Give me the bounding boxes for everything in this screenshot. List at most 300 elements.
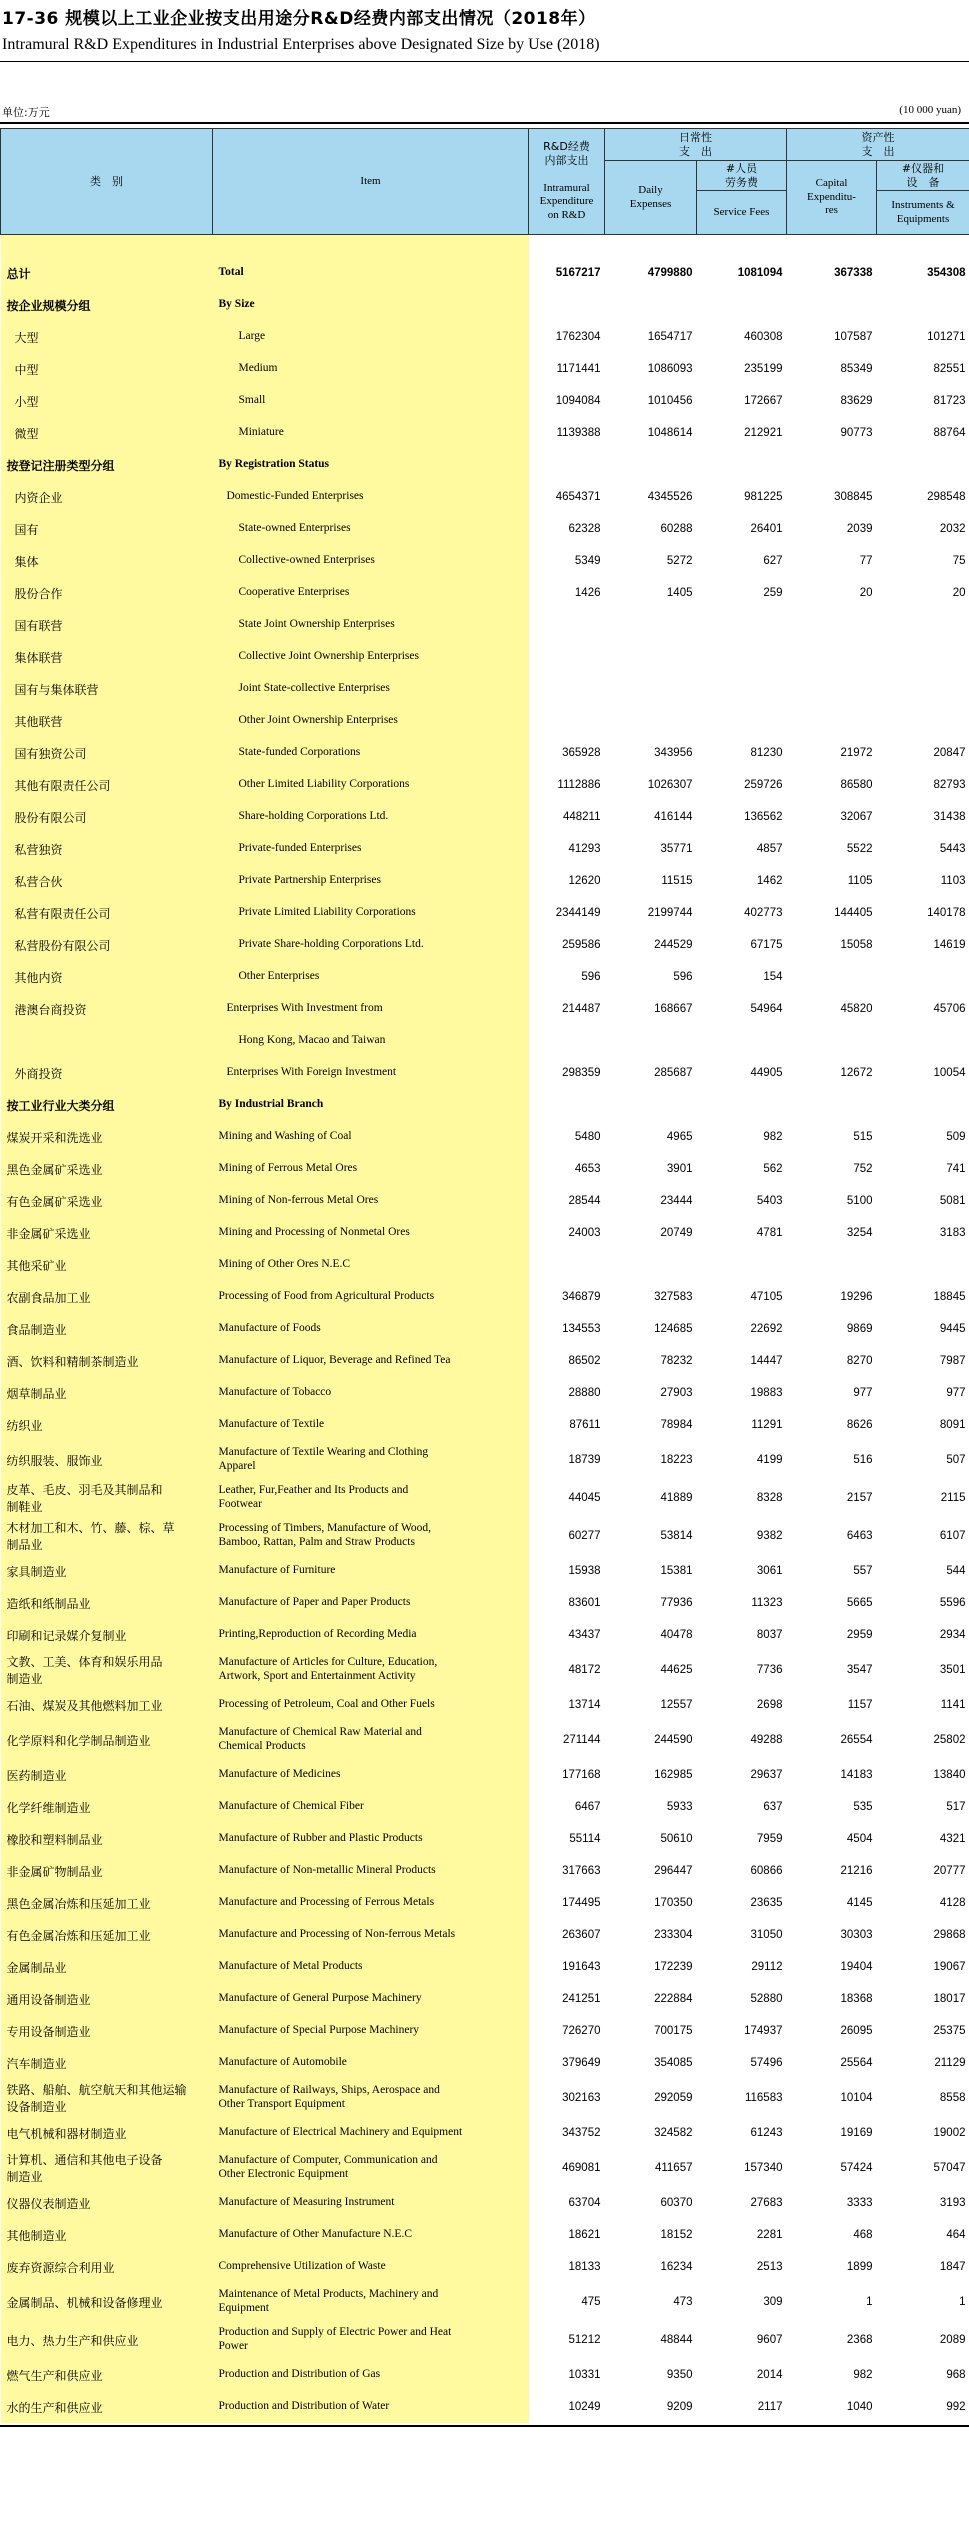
- row-item-en: Total: [213, 257, 529, 289]
- cell-intramural-expenditure: [529, 289, 605, 321]
- cell-service-fees: 402773: [744, 907, 783, 919]
- cell-service-fees: [697, 641, 787, 673]
- cell-capital-expenditures: 21972: [840, 747, 873, 759]
- cell-service-fees: 27683: [750, 2197, 783, 2209]
- table-row: [1, 1057, 969, 1089]
- row-item-en: Enterprises With Foreign Investment: [213, 1057, 529, 1089]
- cell-instruments-equipments: 18845: [933, 1291, 966, 1303]
- cell-daily-expenses: 1654717: [647, 331, 693, 343]
- cell-daily-expenses: 1026307: [647, 779, 693, 791]
- cell-service-fees: 136562: [744, 811, 783, 823]
- row-item-en: Processing of Petroleum, Coal and Other Fuels: [213, 1689, 529, 1721]
- table-row: [1, 353, 969, 385]
- row-item-en: State-owned Enterprises: [213, 513, 529, 545]
- row-category-cn: 纺织业: [1, 1409, 213, 1441]
- row-item-en: Manufacture of Non-metallic Mineral Products: [213, 1855, 529, 1887]
- cell-instruments-equipments: 2115: [940, 1492, 966, 1504]
- cell-daily-expenses: 327583: [654, 1291, 693, 1303]
- cell-intramural-expenditure: [529, 1089, 605, 1121]
- cell-daily-expenses: 170350: [654, 1897, 693, 1909]
- cell-daily-expenses: 35771: [660, 843, 693, 855]
- cell-intramural-expenditure: 18133: [568, 2261, 601, 2273]
- row-category-cn: 专用设备制造业: [1, 2015, 213, 2047]
- cell-instruments-equipments: [877, 449, 969, 481]
- header-daily-expenses-group: 日常性 支 出: [605, 129, 787, 161]
- cell-capital-expenditures: 6463: [846, 1530, 873, 1542]
- cell-intramural-expenditure: 271144: [562, 1734, 601, 1746]
- cell-instruments-equipments: 31438: [933, 811, 966, 823]
- cell-capital-expenditures: 12672: [840, 1067, 873, 1079]
- cell-intramural-expenditure: 83601: [568, 1597, 601, 1609]
- cell-intramural-expenditure: 4654371: [555, 491, 601, 503]
- cell-service-fees: 67175: [750, 939, 783, 951]
- row-item-en: Manufacture of General Purpose Machinery: [213, 1983, 529, 2015]
- table-bottom-rule: [0, 2425, 969, 2427]
- row-category-cn: 化学原料和化学制品制造业: [1, 1721, 213, 1759]
- cell-service-fees: 174937: [744, 2025, 783, 2037]
- cell-service-fees: [697, 705, 787, 737]
- cell-instruments-equipments: 7987: [939, 1355, 966, 1367]
- cell-instruments-equipments: 13840: [933, 1769, 966, 1781]
- cell-daily-expenses: 233304: [654, 1929, 693, 1941]
- cell-daily-expenses: 27903: [660, 1387, 693, 1399]
- cell-instruments-equipments: 509: [946, 1131, 966, 1143]
- table-row: [1, 513, 969, 545]
- cell-capital-expenditures: 18368: [840, 1993, 873, 2005]
- table-row: [1, 801, 969, 833]
- cell-daily-expenses: [605, 289, 697, 321]
- cell-intramural-expenditure: 1171441: [556, 363, 601, 375]
- rd-expenditure-table: [0, 128, 969, 2423]
- cell-daily-expenses: [605, 609, 697, 641]
- table-row: [1, 1281, 969, 1313]
- cell-daily-expenses: 162985: [654, 1769, 693, 1781]
- cell-service-fees: 31050: [750, 1929, 783, 1941]
- cell-daily-expenses: 124685: [654, 1323, 693, 1335]
- cell-service-fees: 61243: [750, 2127, 783, 2139]
- cell-intramural-expenditure: 317663: [562, 1865, 601, 1877]
- cell-instruments-equipments: 1: [959, 2296, 966, 2308]
- cell-intramural-expenditure: 13714: [568, 1699, 601, 1711]
- cell-intramural-expenditure: 62328: [568, 523, 601, 535]
- cell-instruments-equipments: 21129: [934, 2057, 966, 2069]
- cell-capital-expenditures: 107587: [834, 331, 873, 343]
- row-item-en: Manufacture and Processing of Non-ferrous Metals: [213, 1919, 529, 1951]
- cell-intramural-expenditure: 12620: [568, 875, 601, 887]
- cell-instruments-equipments: 29868: [933, 1929, 966, 1941]
- cell-instruments-equipments: 544: [946, 1565, 966, 1577]
- table-row: [1, 289, 969, 321]
- header-service-fees-cn: #人员 劳务费: [697, 161, 787, 191]
- cell-capital-expenditures: 2039: [846, 523, 873, 535]
- row-item-en: Mining of Ferrous Metal Ores: [213, 1153, 529, 1185]
- row-category-cn: 其他有限责任公司: [1, 769, 213, 801]
- table-row: [1, 321, 969, 353]
- row-category-cn: [1, 1025, 213, 1057]
- row-category-cn: 印刷和记录媒介复制业: [1, 1619, 213, 1651]
- cell-daily-expenses: 172239: [654, 1961, 693, 1973]
- row-item-en: Mining of Non-ferrous Metal Ores: [213, 1185, 529, 1217]
- row-item-en: Private Partnership Enterprises: [213, 865, 529, 897]
- cell-service-fees: [697, 1089, 787, 1121]
- table-row: [1, 1791, 969, 1823]
- cell-capital-expenditures: 25564: [840, 2057, 873, 2069]
- cell-capital-expenditures: 20: [859, 587, 873, 599]
- cell-service-fees: 19883: [750, 1387, 783, 1399]
- unit-label-english: (10 000 yuan): [899, 104, 961, 116]
- row-item-en: Leather, Fur,Feather and Its Products and Footwear: [213, 1479, 529, 1517]
- cell-capital-expenditures: 515: [853, 1131, 873, 1143]
- table-row: [1, 1619, 969, 1651]
- row-category-cn: 大型: [1, 321, 213, 353]
- cell-daily-expenses: 78232: [660, 1355, 693, 1367]
- row-category-cn: 有色金属矿采选业: [1, 1185, 213, 1217]
- cell-instruments-equipments: 101271: [927, 331, 966, 343]
- cell-capital-expenditures: 144405: [834, 907, 873, 919]
- cell-instruments-equipments: 3193: [939, 2197, 966, 2209]
- cell-instruments-equipments: 2032: [939, 523, 966, 535]
- cell-instruments-equipments: 8558: [939, 2092, 966, 2104]
- cell-instruments-equipments: [877, 673, 969, 705]
- cell-service-fees: 3061: [756, 1565, 783, 1577]
- cell-capital-expenditures: 982: [853, 2369, 873, 2381]
- row-item-en: By Size: [213, 289, 529, 321]
- cell-intramural-expenditure: 469081: [562, 2162, 601, 2174]
- table-row: [1, 705, 969, 737]
- row-category-cn: 医药制造业: [1, 1759, 213, 1791]
- cell-capital-expenditures: 30303: [840, 1929, 873, 1941]
- cell-intramural-expenditure: 5167217: [555, 267, 601, 279]
- header-item-en: Item: [213, 129, 529, 235]
- table-row: [1, 1651, 969, 1689]
- cell-daily-expenses: 11515: [661, 875, 693, 887]
- cell-service-fees: 1462: [756, 875, 783, 887]
- row-category-cn: 木材加工和木、竹、藤、棕、草 制品业: [1, 1517, 213, 1555]
- cell-capital-expenditures: 77: [859, 555, 873, 567]
- cell-intramural-expenditure: 60277: [568, 1530, 601, 1542]
- row-category-cn: 有色金属冶炼和压延加工业: [1, 1919, 213, 1951]
- cell-capital-expenditures: 8626: [846, 1419, 873, 1431]
- row-category-cn: 燃气生产和供应业: [1, 2359, 213, 2391]
- row-item-en: Mining and Washing of Coal: [213, 1121, 529, 1153]
- table-row: [1, 449, 969, 481]
- cell-service-fees: 562: [763, 1163, 783, 1175]
- cell-capital-expenditures: 85349: [840, 363, 873, 375]
- table-row: [1, 545, 969, 577]
- cell-intramural-expenditure: 6467: [574, 1801, 601, 1813]
- table-row: [1, 1759, 969, 1791]
- table-row: [1, 1555, 969, 1587]
- cell-capital-expenditures: 19296: [840, 1291, 873, 1303]
- cell-instruments-equipments: [877, 1025, 969, 1057]
- row-item-en: Private Limited Liability Corporations: [213, 897, 529, 929]
- row-category-cn: 按企业规模分组: [1, 289, 213, 321]
- cell-intramural-expenditure: 51212: [568, 2334, 601, 2346]
- cell-service-fees: 8328: [756, 1492, 783, 1504]
- cell-intramural-expenditure: 726270: [562, 2025, 601, 2037]
- row-category-cn: 橡胶和塑料制品业: [1, 1823, 213, 1855]
- cell-intramural-expenditure: 43437: [568, 1629, 601, 1641]
- table-row: [1, 1919, 969, 1951]
- row-item-en: Private Share-holding Corporations Ltd.: [213, 929, 529, 961]
- cell-intramural-expenditure: 214487: [562, 1003, 601, 1015]
- cell-instruments-equipments: 18017: [933, 1993, 966, 2005]
- table-row: [1, 2079, 969, 2117]
- cell-intramural-expenditure: 86502: [568, 1355, 601, 1367]
- cell-service-fees: 981225: [744, 491, 783, 503]
- cell-intramural-expenditure: 44045: [568, 1492, 601, 1504]
- cell-daily-expenses: 292059: [654, 2092, 693, 2104]
- cell-instruments-equipments: 45706: [933, 1003, 966, 1015]
- row-item-en: Manufacture of Textile Wearing and Clothing Apparel: [213, 1441, 529, 1479]
- cell-daily-expenses: 78984: [660, 1419, 693, 1431]
- cell-capital-expenditures: 1105: [847, 875, 873, 887]
- cell-service-fees: 1081094: [737, 267, 783, 279]
- cell-service-fees: 4781: [756, 1227, 783, 1239]
- table-row: [1, 1983, 969, 2015]
- row-category-cn: 烟草制品业: [1, 1377, 213, 1409]
- cell-intramural-expenditure: [529, 1249, 605, 1281]
- cell-capital-expenditures: 308845: [834, 491, 873, 503]
- cell-daily-expenses: 9350: [666, 2369, 693, 2381]
- table-row: [1, 865, 969, 897]
- cell-intramural-expenditure: 24003: [568, 1227, 601, 1239]
- row-item-en: Joint State-collective Enterprises: [213, 673, 529, 705]
- row-category-cn: 其他联营: [1, 705, 213, 737]
- row-item-en: Manufacture and Processing of Ferrous Metals: [213, 1887, 529, 1919]
- cell-instruments-equipments: [877, 705, 969, 737]
- cell-capital-expenditures: [787, 289, 877, 321]
- cell-instruments-equipments: 507: [946, 1454, 966, 1466]
- row-category-cn: 计算机、通信和其他电子设备 制造业: [1, 2149, 213, 2187]
- cell-capital-expenditures: 367338: [834, 267, 873, 279]
- cell-capital-expenditures: 5665: [846, 1597, 873, 1609]
- row-category-cn: 非金属矿物制品业: [1, 1855, 213, 1887]
- cell-service-fees: 2117: [757, 2401, 783, 2413]
- cell-daily-expenses: 40478: [660, 1629, 693, 1641]
- table-row: [1, 1249, 969, 1281]
- table-row: [1, 897, 969, 929]
- cell-service-fees: 154: [763, 971, 783, 983]
- cell-instruments-equipments: 82793: [933, 779, 966, 791]
- table-row: [1, 929, 969, 961]
- cell-capital-expenditures: 5522: [846, 843, 873, 855]
- cell-intramural-expenditure: [529, 609, 605, 641]
- table-row: [1, 1025, 969, 1057]
- cell-service-fees: 309: [763, 2296, 783, 2308]
- cell-service-fees: 235199: [744, 363, 783, 375]
- table-row: [1, 1855, 969, 1887]
- cell-intramural-expenditure: 28880: [568, 1387, 601, 1399]
- cell-service-fees: 54964: [750, 1003, 783, 1015]
- row-item-en: State Joint Ownership Enterprises: [213, 609, 529, 641]
- cell-intramural-expenditure: 1426: [574, 587, 601, 599]
- cell-daily-expenses: 18152: [660, 2229, 693, 2241]
- cell-capital-expenditures: 3333: [846, 2197, 873, 2209]
- cell-capital-expenditures: 3547: [846, 1664, 873, 1676]
- table-row: [1, 833, 969, 865]
- cell-service-fees: 7959: [756, 1833, 783, 1845]
- row-item-en: Maintenance of Metal Products, Machinery and Equipment: [213, 2283, 529, 2321]
- row-item-en: Manufacture of Electrical Machinery and Equipment: [213, 2117, 529, 2149]
- table-row: [1, 1823, 969, 1855]
- cell-instruments-equipments: 10054: [933, 1067, 966, 1079]
- cell-service-fees: 4857: [756, 843, 783, 855]
- cell-intramural-expenditure: 365928: [562, 747, 601, 759]
- cell-intramural-expenditure: 87611: [569, 1419, 601, 1431]
- row-category-cn: 石油、煤炭及其他燃料加工业: [1, 1689, 213, 1721]
- cell-capital-expenditures: 1040: [846, 2401, 873, 2413]
- cell-daily-expenses: 354085: [654, 2057, 693, 2069]
- cell-daily-expenses: 9209: [666, 2401, 693, 2413]
- cell-intramural-expenditure: 134553: [562, 1323, 601, 1335]
- row-category-cn: 电气机械和器材制造业: [1, 2117, 213, 2149]
- cell-daily-expenses: [605, 705, 697, 737]
- cell-daily-expenses: 244529: [654, 939, 693, 951]
- table-row: [1, 577, 969, 609]
- cell-capital-expenditures: 1899: [846, 2261, 873, 2273]
- cell-instruments-equipments: 1141: [940, 1699, 966, 1711]
- header-daily-expenses: Daily Expenses: [605, 161, 697, 235]
- table-row: [1, 2149, 969, 2187]
- cell-instruments-equipments: [877, 1089, 969, 1121]
- cell-instruments-equipments: 1847: [939, 2261, 966, 2273]
- row-category-cn: 股份合作: [1, 577, 213, 609]
- cell-intramural-expenditure: 263607: [562, 1929, 601, 1941]
- row-category-cn: 通用设备制造业: [1, 1983, 213, 2015]
- row-category-cn: 金属制品业: [1, 1951, 213, 1983]
- row-item-en: Manufacture of Liquor, Beverage and Refined Tea: [213, 1345, 529, 1377]
- row-item-en: Manufacture of Computer, Communication and Other Electronic Equipment: [213, 2149, 529, 2187]
- cell-service-fees: 2698: [756, 1699, 783, 1711]
- row-item-en: Cooperative Enterprises: [213, 577, 529, 609]
- table-row: [1, 1185, 969, 1217]
- header-capital-expenditures-group: 资产性 支 出: [787, 129, 969, 161]
- row-category-cn: 其他采矿业: [1, 1249, 213, 1281]
- cell-daily-expenses: 5272: [666, 555, 693, 567]
- header-category-cn: 类 别: [1, 129, 213, 235]
- row-category-cn: 按登记注册类型分组: [1, 449, 213, 481]
- cell-daily-expenses: 3901: [666, 1163, 693, 1175]
- cell-intramural-expenditure: 18739: [568, 1454, 601, 1466]
- table-row: [1, 481, 969, 513]
- row-category-cn: 私营股份有限公司: [1, 929, 213, 961]
- cell-daily-expenses: [605, 1249, 697, 1281]
- cell-capital-expenditures: 10104: [840, 2092, 873, 2104]
- cell-service-fees: 637: [763, 1801, 783, 1813]
- row-category-cn: 国有联营: [1, 609, 213, 641]
- cell-instruments-equipments: 741: [946, 1163, 966, 1175]
- table-row: [1, 2015, 969, 2047]
- row-item-en: Processing of Food from Agricultural Products: [213, 1281, 529, 1313]
- cell-capital-expenditures: 45820: [840, 1003, 873, 1015]
- table-row: [1, 1479, 969, 1517]
- cell-instruments-equipments: 5443: [939, 843, 966, 855]
- cell-capital-expenditures: 19169: [840, 2127, 873, 2139]
- row-category-cn: 造纸和纸制品业: [1, 1587, 213, 1619]
- row-category-cn: 按工业行业大类分组: [1, 1089, 213, 1121]
- cell-daily-expenses: 1048614: [647, 427, 693, 439]
- cell-instruments-equipments: 1103: [940, 875, 966, 887]
- row-item-en: Printing,Reproduction of Recording Media: [213, 1619, 529, 1651]
- cell-intramural-expenditure: [529, 673, 605, 705]
- cell-daily-expenses: 1086093: [647, 363, 693, 375]
- row-item-en: Manufacture of Chemical Fiber: [213, 1791, 529, 1823]
- cell-instruments-equipments: 354308: [927, 267, 966, 279]
- row-item-en: Miniature: [213, 417, 529, 449]
- cell-instruments-equipments: 3183: [939, 1227, 966, 1239]
- cell-instruments-equipments: 4321: [939, 1833, 966, 1845]
- row-category-cn: 私营合伙: [1, 865, 213, 897]
- cell-daily-expenses: 596: [673, 971, 693, 983]
- cell-daily-expenses: 4965: [666, 1131, 693, 1143]
- cell-intramural-expenditure: 15938: [568, 1565, 601, 1577]
- cell-service-fees: [697, 1249, 787, 1281]
- row-item-en: By Registration Status: [213, 449, 529, 481]
- cell-daily-expenses: 15381: [660, 1565, 693, 1577]
- cell-daily-expenses: 416144: [654, 811, 693, 823]
- row-category-cn: 股份有限公司: [1, 801, 213, 833]
- row-item-en: Manufacture of Automobile: [213, 2047, 529, 2079]
- table-row: [1, 1377, 969, 1409]
- cell-service-fees: 14447: [750, 1355, 783, 1367]
- table-row: [1, 1313, 969, 1345]
- row-category-cn: 电力、热力生产和供应业: [1, 2321, 213, 2359]
- row-category-cn: 其他制造业: [1, 2219, 213, 2251]
- table-row: [1, 2321, 969, 2359]
- table-row: [1, 961, 969, 993]
- row-item-en: Production and Distribution of Water: [213, 2391, 529, 2423]
- cell-capital-expenditures: [787, 673, 877, 705]
- cell-capital-expenditures: [787, 641, 877, 673]
- row-item-en: State-funded Corporations: [213, 737, 529, 769]
- cell-capital-expenditures: 26554: [840, 1734, 873, 1746]
- cell-service-fees: 4199: [756, 1454, 783, 1466]
- table-row: [1, 2391, 969, 2423]
- row-item-en: Comprehensive Utilization of Waste: [213, 2251, 529, 2283]
- cell-capital-expenditures: 86580: [840, 779, 873, 791]
- table-row: [1, 417, 969, 449]
- cell-instruments-equipments: [877, 641, 969, 673]
- row-category-cn: 化学纤维制造业: [1, 1791, 213, 1823]
- cell-intramural-expenditure: 2344149: [555, 907, 601, 919]
- cell-daily-expenses: 23444: [660, 1195, 693, 1207]
- row-category-cn: 中型: [1, 353, 213, 385]
- cell-instruments-equipments: 517: [946, 1801, 966, 1813]
- row-item-en: Production and Distribution of Gas: [213, 2359, 529, 2391]
- cell-service-fees: 5403: [756, 1195, 783, 1207]
- cell-daily-expenses: [605, 1089, 697, 1121]
- cell-daily-expenses: 53814: [660, 1530, 693, 1542]
- cell-capital-expenditures: [787, 961, 877, 993]
- cell-service-fees: 7736: [756, 1664, 783, 1676]
- cell-instruments-equipments: 88764: [933, 427, 966, 439]
- cell-instruments-equipments: 19067: [933, 1961, 966, 1973]
- cell-capital-expenditures: 14183: [840, 1769, 873, 1781]
- row-item-en: Manufacture of Chemical Raw Material and Chemical Products: [213, 1721, 529, 1759]
- cell-service-fees: [697, 289, 787, 321]
- row-category-cn: 小型: [1, 385, 213, 417]
- table-row: [1, 1217, 969, 1249]
- row-item-en: Manufacture of Special Purpose Machinery: [213, 2015, 529, 2047]
- row-item-en: Manufacture of Textile: [213, 1409, 529, 1441]
- cell-service-fees: 8037: [756, 1629, 783, 1641]
- cell-service-fees: 11291: [751, 1419, 783, 1431]
- cell-instruments-equipments: 57047: [933, 2162, 966, 2174]
- header-capital-expenditures: Capital Expenditu- res: [787, 161, 877, 235]
- row-item-en: Manufacture of Rubber and Plastic Products: [213, 1823, 529, 1855]
- cell-daily-expenses: 20749: [660, 1227, 693, 1239]
